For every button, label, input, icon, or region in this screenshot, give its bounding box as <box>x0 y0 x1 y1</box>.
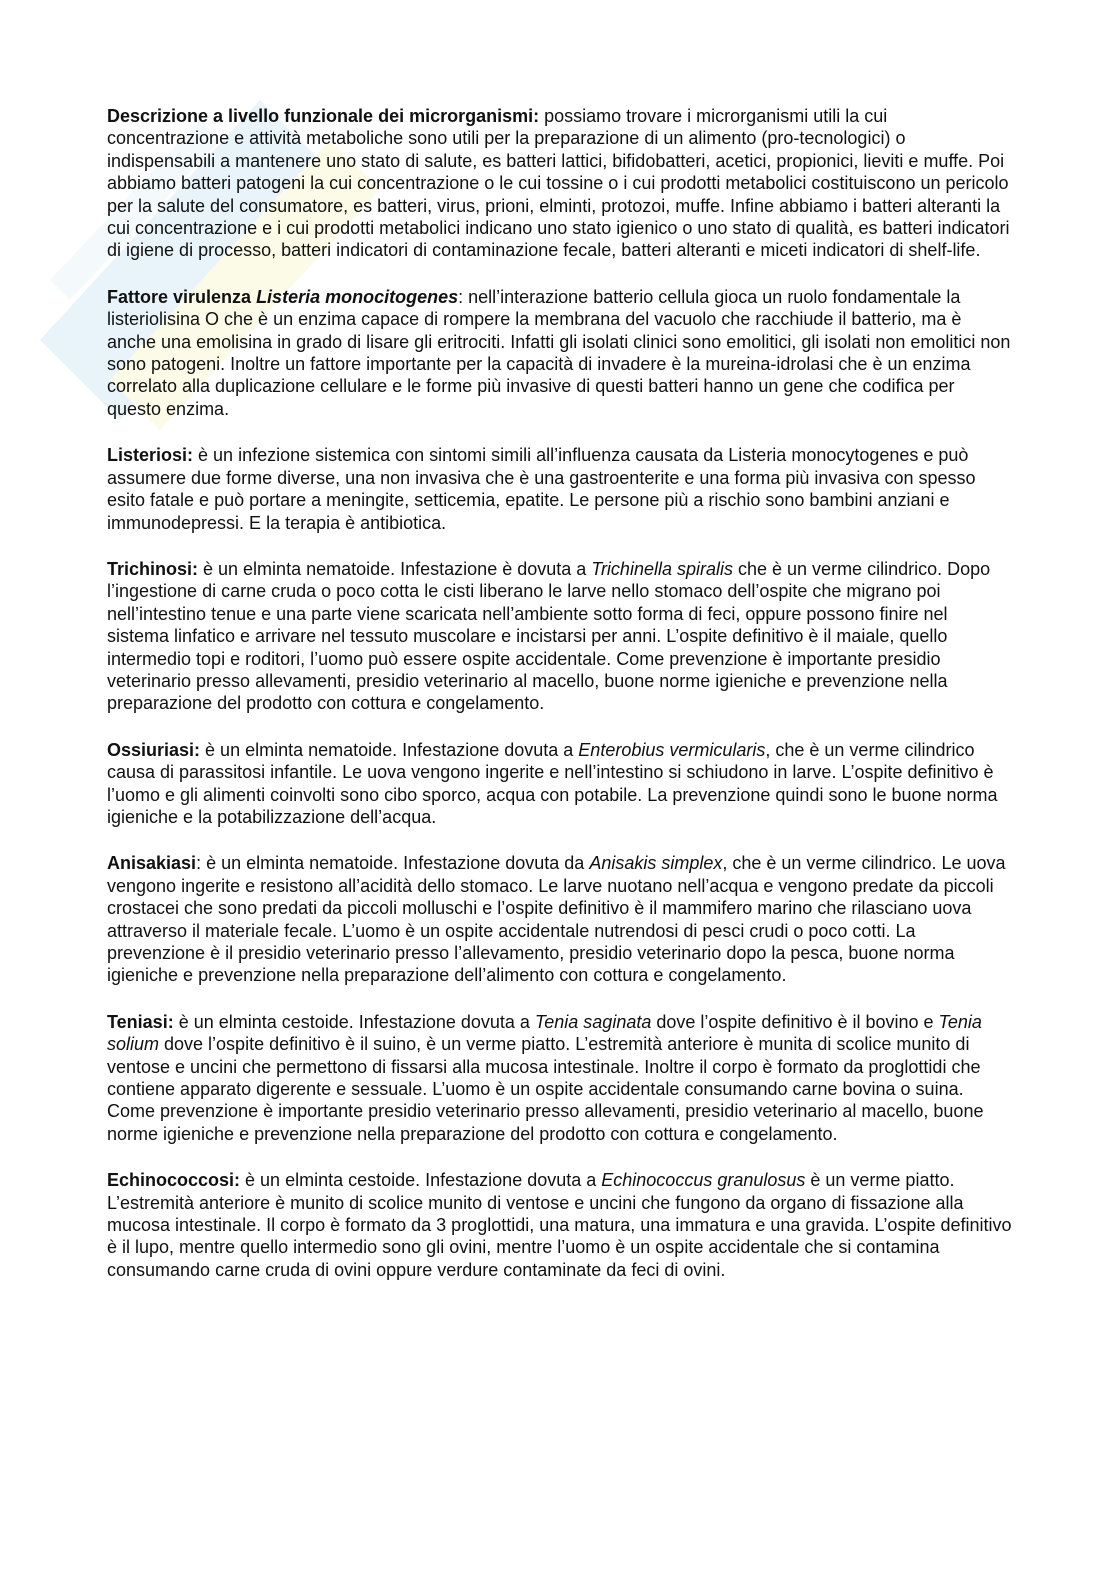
species-name: Enterobius vermicularis <box>578 739 766 760</box>
paragraph-text: , che è un verme cilindrico causa di parassitosi infantile. Le uova vengono ingerite e nell’intestino si schiudono in larve. L’ospite definitivo è l’uomo e gli alimenti coinvolti sono cibo sporco, acqua con potabile. La prevenzione quindi sono le buone norma igieniche e la potabilizzazione dell’acqua. <box>107 739 998 827</box>
paragraph-term: Fattore virulenza <box>107 286 252 307</box>
paragraph-term: Anisakiasi <box>107 853 197 874</box>
paragraph-text: è un elminta cestoide. Infestazione dovuta a <box>173 1011 535 1032</box>
paragraph-term: Teniasi: <box>107 1011 174 1032</box>
paragraph-text: è un verme piatto. L’estremità anteriore è munito di scolice munito di ventose e uncini che fungono da organo di fissazione alla mucosa intestinale. Il corpo è formato da 3 proglottidi, una matura, una immatura e una gravida. L’ospite definitivo è il lupo, mentre quello intermedio sono gli ovini, mentre l’uomo è un ospite accidentale che si contamina consumando carne cruda di ovini oppure verdure contaminate da feci di ovini. <box>107 1170 1012 1280</box>
paragraph <box>107 852 1012 986</box>
paragraph-text: è un infezione sistemica con sintomi simili all’influenza causata da Listeria monocytogenes e può assumere due forme diverse, una non invasiva che è una gastroenterite e una forma più invasiva con spesso esito fatale e può portare a meningite, setticemia, epatite. Le persone più a rischio sono bambini anziani e immunodepressi. E la terapia è antibiotica. <box>107 445 976 533</box>
paragraph-text: è un elminta nematoide. Infestazione dovuta a <box>200 739 579 760</box>
paragraph <box>107 444 1012 534</box>
paragraph-term: Listeriosi: <box>107 445 194 466</box>
species-name: Anisakis simplex <box>589 853 723 874</box>
species-name: Tenia solium <box>107 1011 982 1055</box>
paragraph <box>107 105 1012 262</box>
species-name: Echinococcus granulosus <box>601 1170 806 1191</box>
paragraph-text: : è un elminta nematoide. Infestazione dovuta da <box>196 853 590 874</box>
paragraph-text: è un elminta cestoide. Infestazione dovuta a <box>240 1170 602 1191</box>
paragraph-term: Descrizione a livello funzionale dei microrganismi: <box>107 106 540 126</box>
paragraph-term-species: Listeria monocitogenes <box>256 286 459 307</box>
species-name: Trichinella spiralis <box>591 558 733 579</box>
paragraph-term: Echinococcosi: <box>107 1170 241 1191</box>
paragraph <box>107 1169 1012 1281</box>
paragraph-text: , che è un verme cilindrico. Le uova vengono ingerite e resistono all’acidità dello stomaco. Le larve nuotano nell’acqua e vengono predate da piccoli crostacei che sono predati da piccoli molluschi e l’ospite definitivo è il mammifero marino che rilasciano uova attraverso il materiale fecale. L’uomo è un ospite accidentale nutrendosi di pesci crudi o poco cotti. La prevenzione è il presidio veterinario presso l’allevamento, presidio veterinario dopo la pesca, buone norma igieniche e prevenzione nella preparazione dell’alimento con cottura e congelamento. <box>107 853 1006 986</box>
paragraph-term: Trichinosi: <box>107 558 199 579</box>
document-body <box>107 105 1012 1305</box>
paragraph-text: possiamo trovare i microrganismi utili la cui concentrazione e attività metaboliche sono utili per la preparazione di un alimento (pro-tecnologici) o indispensabili a mantenere uno stato di salute, es batteri lattici, bifidobatteri, acetici, propionici, lieviti e muffe. Poi abbiamo batteri patogeni la cui concentrazione o le cui tossine o i cui prodotti metabolici costituiscono un pericolo per la salute del consumatore, es batteri, virus, prioni, elminti, protozoi, muffe. Infine abbiamo i batteri alteranti la cui concentrazione e i cui prodotti metabolici indicano uno stato igienico o uno stato di qualità, es batteri indicatori di igiene di processo, batteri indicatori di contaminazione fecale, batteri alteranti e miceti indicatori di shelf-life. <box>107 106 1010 261</box>
species-name: Tenia saginata <box>534 1011 652 1032</box>
paragraph <box>107 739 1012 829</box>
paragraph-term: Ossiuriasi: <box>107 739 201 760</box>
paragraph-text: dove l’ospite definitivo è il bovino e <box>651 1011 939 1032</box>
paragraph-text: dove l’ospite definitivo è il suino, è un verme piatto. L’estremità anteriore è munita di scolice munito di ventose e uncini che permettono di fissarsi alla mucosa intestinale. Inoltre il corpo è formato da proglottidi che contiene apparato digerente e sessuale. L’uomo è un ospite accidentale consumando carne bovina o suina. Come prevenzione è importante presidio veterinario presso allevamenti, presidio veterinario al macello, buone norme igieniche e prevenzione nella preparazione del prodotto con cottura e congelamento. <box>107 1034 984 1144</box>
paragraph <box>107 286 1012 420</box>
paragraph-text: è un elminta nematoide. Infestazione è dovuta a <box>198 558 592 579</box>
paragraph-text: : nell’interazione batterio cellula gioca un ruolo fondamentale la listeriolisina O che è un enzima capace di rompere la membrana del vacuolo che racchiude il batterio, ma è anche una emolisina in grado di lisare gli eritrociti. Infatti gli isolati clinici sono emolitici, gli isolati non emolitici non sono patogeni. Inoltre un fattore importante per la capacità di invadere è la mureina-idrolasi che è un enzima correlato alla duplicazione cellulare e le forme più invasive di questi batteri hanno un gene che codifica per questo enzima. <box>107 286 1011 419</box>
paragraph-text: che è un verme cilindrico. Dopo l’ingestione di carne cruda o poco cotta le cisti liberano le larve nello stomaco dell’ospite che migrano poi nell’intestino tenue e una parte viene scaricata nell’ambiente sotto forma di feci, oppure possono finire nel sistema linfatico e arrivare nel tessuto muscolare e incistarsi per anni. L’ospite definitivo è il maiale, quello intermedio topi e roditori, l’uomo può essere ospite accidentale. Come prevenzione è importante presidio veterinario presso allevamenti, presidio veterinario al macello, buone norme igieniche e prevenzione nella preparazione del prodotto con cottura e congelamento. <box>107 558 991 714</box>
paragraph <box>107 1011 1012 1145</box>
paragraph <box>107 558 1012 715</box>
